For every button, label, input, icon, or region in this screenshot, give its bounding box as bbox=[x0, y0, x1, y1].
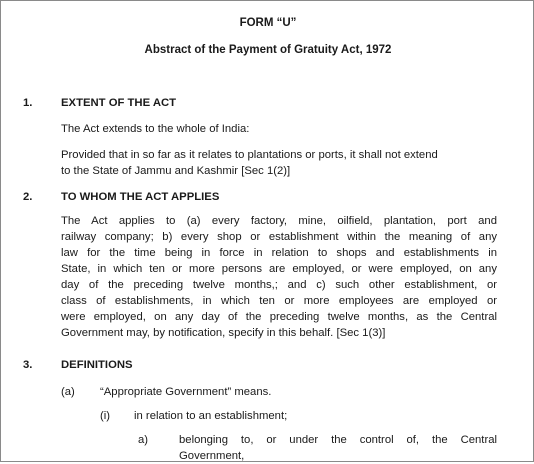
section-2-number: 2. bbox=[23, 191, 33, 203]
section-2-line: Government may, by notification, specify in this behalf. [Sec 1(3)] bbox=[61, 327, 386, 339]
section-1-heading: EXTENT OF THE ACT bbox=[61, 97, 177, 109]
definition-sub-a-line: belonging to, or under the control of, the Central bbox=[179, 434, 497, 446]
section-2-line: class of establishments, in which ten or more employees are employed or bbox=[61, 295, 497, 307]
section-3-number: 3. bbox=[23, 359, 33, 371]
definition-a-text: “Appropriate Government” means. bbox=[100, 386, 272, 398]
section-2-line: law for the time being in force in relation to shops and establishments in bbox=[61, 247, 497, 259]
section-1-paragraph-1: The Act extends to the whole of India: bbox=[61, 123, 250, 135]
form-subtitle: Abstract of the Payment of Gratuity Act, 1972 bbox=[144, 44, 392, 56]
section-1-paragraph-2-line: to the State of Jammu and Kashmir [Sec 1(2)] bbox=[61, 165, 291, 177]
definition-i-text: in relation to an establishment; bbox=[134, 410, 288, 422]
section-1-number: 1. bbox=[23, 97, 33, 109]
definition-sub-a-text bbox=[179, 432, 497, 464]
section-2-line: were employed, on any day of the preceding twelve months, as the Central bbox=[61, 311, 497, 323]
definition-a-label: (a) bbox=[61, 386, 75, 398]
section-2-heading: TO WHOM THE ACT APPLIES bbox=[61, 191, 220, 203]
section-2-line: The Act applies to (a) every factory, mine, oilfield, plantation, port and bbox=[61, 215, 497, 227]
section-2-line: State, in which ten or more persons are employed, or were employed, on any bbox=[61, 263, 497, 275]
section-2-line: day of the preceding twelve months,; and c) such other establishment, or bbox=[61, 279, 497, 291]
section-1-paragraph-2 bbox=[61, 147, 497, 179]
definition-i-label: (i) bbox=[100, 410, 111, 422]
section-2-paragraph bbox=[61, 213, 497, 341]
definition-sub-a-line: Government, bbox=[179, 450, 245, 462]
section-2-line: railway company; b) every shop or establishment within the meaning of any bbox=[61, 231, 497, 243]
form-title: FORM “U” bbox=[239, 17, 297, 29]
definition-sub-a-label: a) bbox=[138, 434, 149, 446]
section-3-heading: DEFINITIONS bbox=[61, 359, 133, 371]
section-1-paragraph-2-line: Provided that in so far as it relates to plantations or ports, it shall not extend bbox=[61, 149, 438, 161]
